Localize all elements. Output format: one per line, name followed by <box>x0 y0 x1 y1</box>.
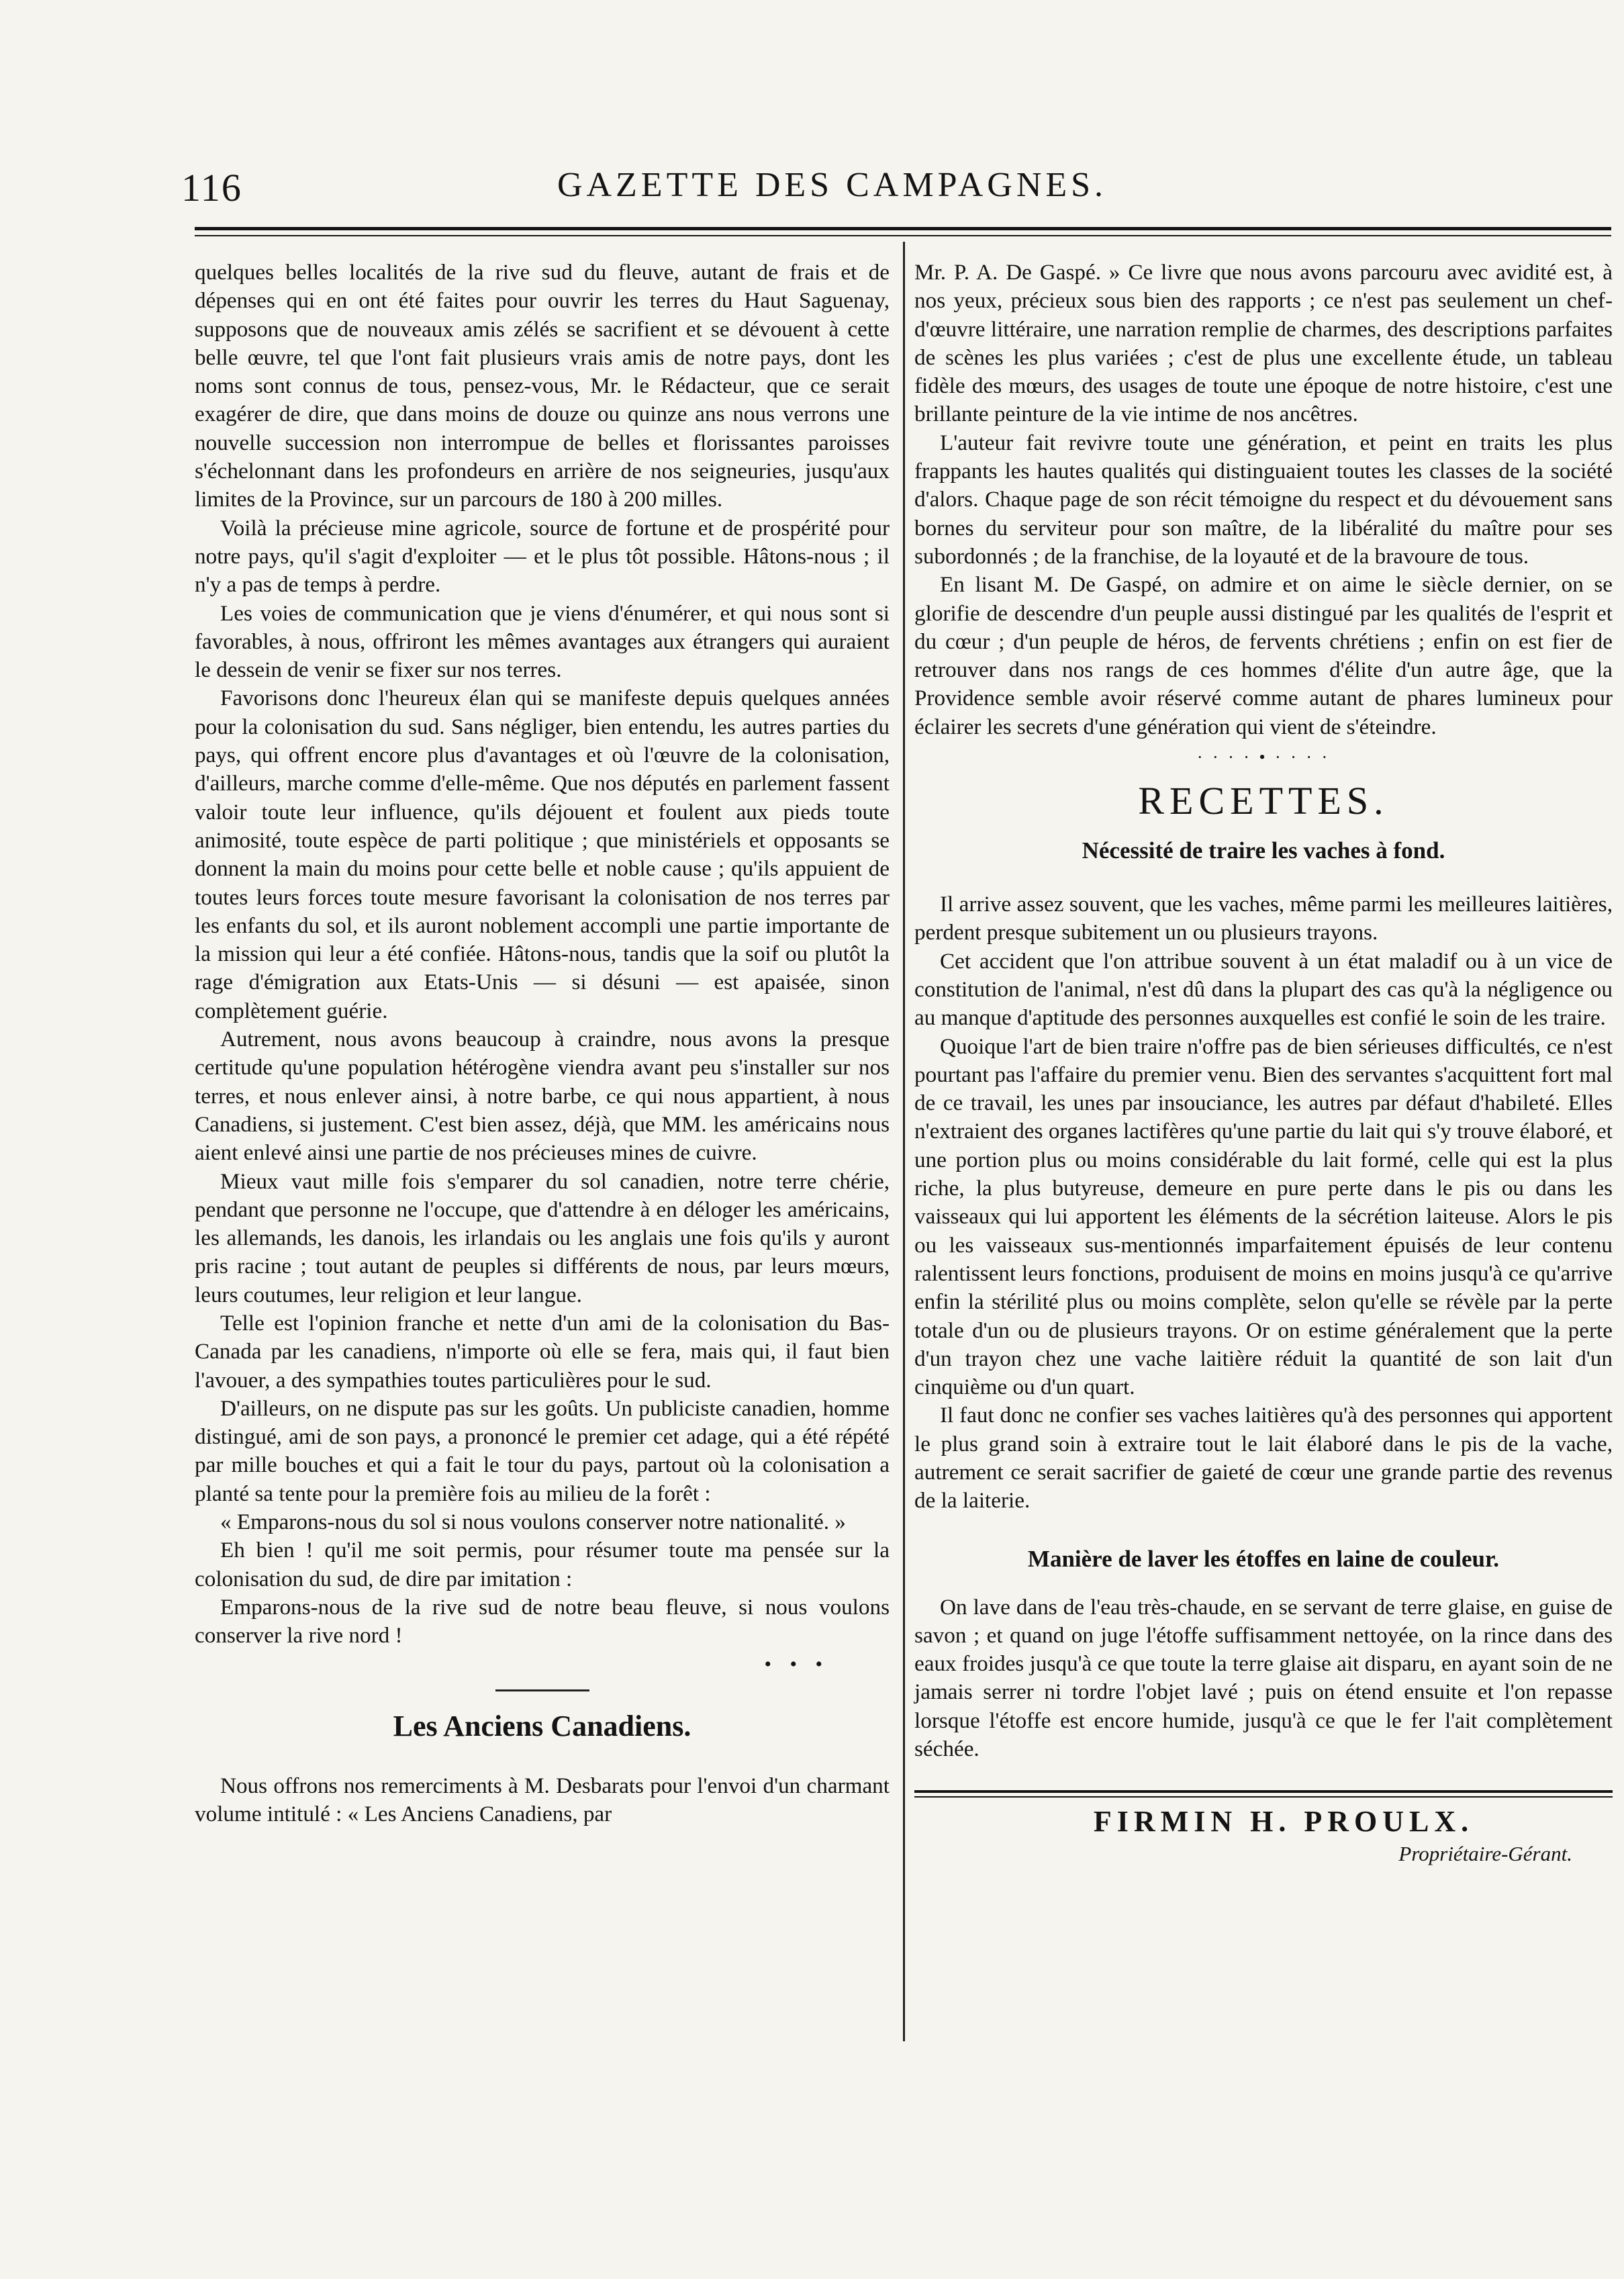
ornament-separator: · · · · • · · · · <box>1196 747 1331 768</box>
paragraph: Mieux vaut mille fois s'emparer du sol canadien, notre terre chérie, pendant que personne ne l'occupe, que d'attendre à en déloger les américains, les allemands, les danois, les irlandais ou les anglais une fois qu'ils y auront pris racine ; tout autant de peuples si différents de nous, par leurs mœurs, leurs coutumes, leur religion et leur langue. <box>195 1168 890 1307</box>
stars-separator: • • • <box>764 1653 829 1675</box>
paragraph: Nous offrons nos remerciments à M. Desbarats pour l'envoi d'un charmant volume intitulé : « Les Anciens Canadiens, par <box>195 1773 890 1826</box>
paragraph: Cet accident que l'on attribue souvent à un état maladif ou à un vice de constitution de l'animal, n'est dû dans la plupart des cas qu'à la négligence ou au manque d'aptitude des personnes auxquelles est confié le soin de les traire. <box>914 948 1613 1031</box>
section-rule <box>495 1689 589 1691</box>
left-column <box>195 259 890 1828</box>
paragraph: D'ailleurs, on ne dispute pas sur les goûts. Un publiciste canadien, homme distingué, ami de son pays, a prononcé le premier cet adage, qui a été répété par mille bouches et qui a fait le tour du pays, partout où la colonisation a planté sa tente pour la première fois au milieu de la forêt : <box>195 1395 890 1506</box>
publisher-name: FIRMIN H. PROULX. <box>1093 1805 1474 1839</box>
paragraph: Voilà la précieuse mine agricole, source de fortune et de prospérité pour notre pays, qu'il s'agit d'exploiter — et le plus tôt possible. Hâtons-nous ; il n'y a pas de temps à perdre. <box>195 515 890 598</box>
paragraph: Autrement, nous avons beaucoup à craindre, nous avons la presque certitude qu'une population hétérogène viendra avant peu s'installer sur nos terres, et nous enlever ainsi, à notre barbe, ce qui nous appartient, à nous Canadiens, si justement. C'est bien assez, déjà, que MM. les américains nous aient enlevé ainsi une partie de nos précieuses mines de cuivre. <box>195 1027 890 1166</box>
paragraph: Favorisons donc l'heureux élan qui se manifeste depuis quelques années pour la colonisation du sud. Sans négliger, bien entendu, les autres parties du pays, qui offrent encore plus d'avantages et où l'œuvre de la colonisation, d'ailleurs, marche comme d'elle-même. Que nos députés en parlement fassent valoir toute leur influence, qu'ils déjouent et foulent aux pieds toute animosité, toute espèce de parti politique ; que ministériels et opposants se donnent la main du moins pour cette belle et noble cause ; qu'ils appuient de toutes leurs forces toute mesure favorisant la colonisation de nos terres par les enfants du sol, et ils auront noblement accompli une partie importante de la mission qui leur a été confiée. Hâtons-nous, tandis que la soif ou plutôt la rage d'émigration aux Etats-Unis — si désuni — est apaisée, sinon complètement guérie. <box>195 686 890 1023</box>
column-separator <box>903 242 905 2041</box>
page-number: 116 <box>181 166 242 210</box>
paragraph: Il arrive assez souvent, que les vaches, même parmi les meilleures laitières, perdent presque subitement un ou plusieurs trayons. <box>914 892 1613 945</box>
paragraph: Les voies de communication que je viens d'énumérer, et qui nous sont si favorables, à nous, offriront les mêmes avantages aux étrangers qui auraient le dessein de venir se fixer sur nos terres. <box>195 600 890 683</box>
paragraph: L'auteur fait revivre toute une génération, et peint en traits les plus frappants les hautes qualités qui distinguaient toutes les classes de la société d'alors. Chaque page de son récit témoigne du respect et du dévouement sans bornes du serviteur pour son maître, de la libéralité du maître pour ses subordonnés ; de la franchise, de la loyauté et de la bravoure de tous. <box>914 430 1613 569</box>
paragraph: quelques belles localités de la rive sud du fleuve, autant de frais et de dépenses qui en ont été faites pour ouvrir les terres du Haut Saguenay, supposons que de nouveaux amis zélés se sacrifient et se dévouent à cette belle œuvre, tel que l'ont fait plusieurs vrais amis de notre pays, dont les noms sont connus de tous, pensez-vous, Mr. le Rédacteur, que ce serait exagérer de dire, que dans moins de douze ou quinze ans nous verrons une nouvelle succession non interrompue de belles et florissantes paroisses s'échelonnant dans les profondeurs en arrière de nos seigneuries, jusqu'aux limites de la Province, sur un parcours de 180 à 200 milles. <box>195 260 890 512</box>
publisher-role: Propriétaire-Gérant. <box>1398 1842 1572 1866</box>
paragraph: Telle est l'opinion franche et nette d'un ami de la colonisation du Bas-Canada par les canadiens, n'importe où elle se fera, mais qui, il faut bien l'avouer, a des sympathies toutes particulières pour le sud. <box>195 1310 890 1393</box>
paragraph: Emparons-nous de la rive sud de notre beau fleuve, si nous voulons conserver la rive nord ! <box>195 1594 890 1648</box>
paragraph: On lave dans de l'eau très-chaude, en se servant de terre glaise, en guise de savon ; et quand on juge l'étoffe suffisamment nettoyée, on la rince dans des eaux froides jusqu'à ce que toute la terre glaise ait disparu, en ayant soin de ne jamais serrer ni tordre l'objet lavé ; puis on étend ensuite et l'on repasse lorsque l'étoffe est encore humide, jusqu'à ce que le fer l'ait complètement séchée. <box>914 1594 1613 1762</box>
paragraph: Il faut donc ne confier ses vaches laitières qu'à des personnes qui apportent le plus grand soin à extraire tout le lait élaboré dans le pis de la vache, autrement ce serait sacrifier de gaieté de cœur une grande partie des revenus de la laiterie. <box>914 1403 1613 1514</box>
recipe-title: Manière de laver les étoffes en laine de couleur. <box>1027 1545 1500 1572</box>
header-rule <box>195 227 1611 236</box>
masthead: GAZETTE DES CAMPAGNES. <box>557 166 1108 204</box>
paragraph: Mr. P. A. De Gaspé. » Ce livre que nous avons parcouru avec avidité est, à nos yeux, précieux sous bien des rapports ; ce n'est pas seulement un chef-d'œuvre littéraire, une narration remplie de charmes, des descriptions parfaites de scènes les plus variées ; c'est de plus une excellente étude, un tableau fidèle des mœurs, des usages de toute une époque de notre histoire, c'est une brillante peinture de la vie intime de nos ancêtres. <box>914 260 1613 427</box>
paragraph: Eh bien ! qu'il me soit permis, pour résumer toute ma pensée sur la colonisation du sud, de dire par imitation : <box>195 1538 890 1591</box>
recettes-title: RECETTES. <box>1138 779 1389 823</box>
quotation: « Emparons-nous du sol si nous voulons conserver notre nationalité. » <box>220 1509 846 1535</box>
signature-rule <box>914 1790 1613 1798</box>
paragraph: En lisant M. De Gaspé, on admire et on aime le siècle dernier, on se glorifie de descendre d'un peuple aussi distingué par les qualités de l'esprit et du cœur ; d'un peuple de héros, de fervents chrétiens ; enfin on est fier de retrouver dans nos rangs de ces hommes d'élite d'un autre âge, que la Providence semble avoir réservé comme autant de phares lumineux pour éclairer les secrets d'une génération qui vient de s'éteindre. <box>914 572 1613 739</box>
paragraph: Quoique l'art de bien traire n'offre pas de bien sérieuses difficultés, ce n'est pourtant pas l'affaire du premier venu. Bien des servantes s'acquittent fort mal de ce travail, les unes par insouciance, les autres par défaut d'habileté. Elles n'extraient des organes lactifères qu'une partie du lait qui s'y trouve élaboré, et une portion plus ou moins considérable du lait formé, celle qui est la plus riche, la plus butyreuse, demeure en pure perte dans le pis ou dans les vaisseaux qui lui apportent les éléments de la sécrétion laiteuse. Alors le pis ou les vaisseaux sus-mentionnés imparfaitement épuisés de leur contenu ralentissent leurs fonctions, produisent de moins en moins jusqu'à ce qu'arrive enfin la stérilité plus ou moins complète, selon qu'elle se révèle par la perte totale d'un ou de plusieurs trayons. Or on estime généralement que la perte d'un trayon chez une vache laitière réduit la quantité de son lait d'un cinquième ou d'un quart. <box>914 1033 1613 1400</box>
section-title: Les Anciens Canadiens. <box>393 1709 691 1742</box>
right-column <box>914 259 1613 1867</box>
recipe-title: Nécessité de traire les vaches à fond. <box>1082 837 1445 864</box>
